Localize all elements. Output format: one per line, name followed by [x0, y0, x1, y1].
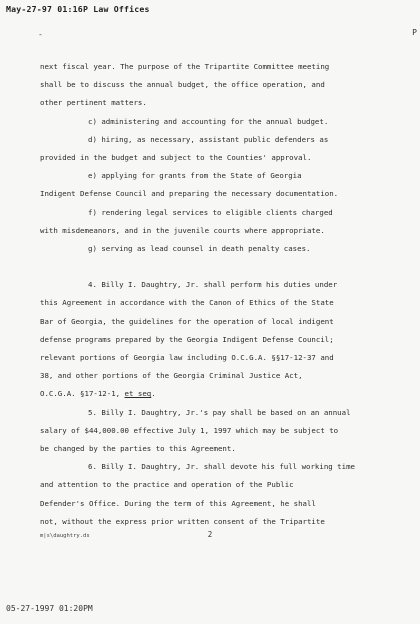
text-line: Defender's Office. During the term of this Agreement, he shall [40, 498, 316, 508]
text-line: with misdemeanors, and in the juvenile courts where appropriate. [40, 225, 325, 235]
page-number: 2 [207, 530, 213, 539]
citation-text: O.C.G.A. §17-12-1, [40, 389, 125, 399]
text-line: this Agreement in accordance with the Canon of Ethics of the State [40, 298, 334, 308]
text-line: next fiscal year. The purpose of the Tripartite Committee meeting [40, 62, 330, 71]
citation-period: . [151, 389, 156, 399]
paragraph-5: 5. Billy I. Daughtry, Jr.'s pay shall be based on an annual [88, 407, 351, 417]
list-item-c: c) administering and accounting for the annual budget. [88, 116, 329, 126]
document-body [40, 58, 412, 531]
text-line: relevant portions of Georgia law including O.C.G.A. §§17-12-37 and [40, 353, 334, 363]
text-line: shall be to discuss the annual budget, the office operation, and [40, 80, 325, 90]
text-line: 38, and other portions of the Georgia Criminal Justice Act, [40, 371, 303, 381]
fax-header: May-27-97 01:16P Law Offices [6, 4, 150, 14]
list-item-d: d) hiring, as necessary, assistant public defenders as [88, 134, 329, 144]
text-line: Indigent Defense Council and preparing the necessary documentation. [40, 189, 339, 199]
fax-footer: 05-27-1997 01:20PM [6, 604, 93, 613]
paragraph-4: 4. Billy I. Daughtry, Jr. shall perform his duties under [88, 280, 338, 290]
text-line: and attention to the practice and operation of the Public [40, 480, 294, 490]
text-line: Bar of Georgia, the guidelines for the operation of local indigent [40, 316, 334, 326]
text-line: provided in the budget and subject to the Counties' approval. [40, 153, 312, 163]
fax-corner-mark: P [412, 28, 417, 37]
list-item-e: e) applying for grants from the State of Georgia [88, 171, 302, 181]
text-line: be changed by the parties to this Agreement. [40, 444, 236, 454]
paragraph-6: 6. Billy I. Daughtry, Jr. shall devote his full working time [88, 462, 355, 472]
speck-mark: - [38, 30, 43, 39]
text-line: defense programs prepared by the Georgia Indigent Defense Council; [40, 334, 334, 344]
list-item-f: f) rendering legal services to eligible clients charged [88, 207, 333, 217]
text-line: salary of $44,000.00 effective July 1, 1997 which may be subject to [40, 425, 339, 435]
text-line: other pertinent matters. [40, 98, 147, 108]
citation-et-seq: et seq [124, 389, 152, 399]
list-item-g: g) serving as lead counsel in death penalty cases. [88, 244, 311, 254]
file-reference: m|s\daughtry.ds [40, 533, 90, 539]
text-line [40, 385, 412, 403]
text-line: not, without the express prior written consent of the Tripartite [40, 516, 325, 526]
